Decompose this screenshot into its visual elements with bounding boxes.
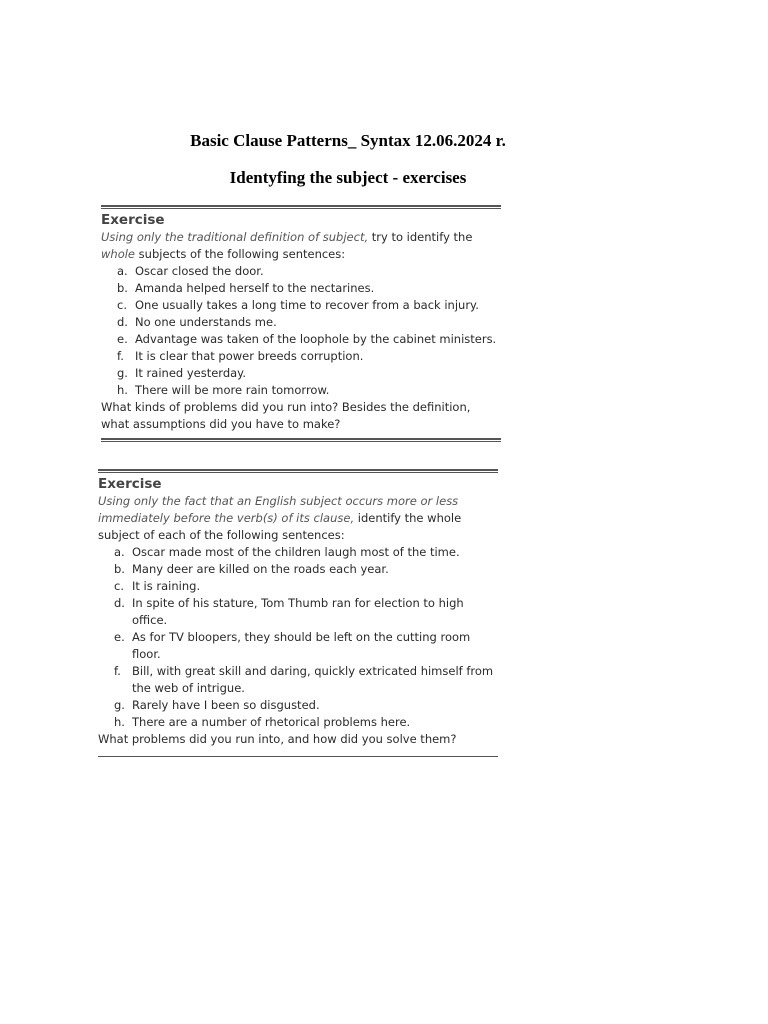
bottom-divider	[101, 438, 501, 442]
item-text: As for TV bloopers, they should be left on the cutting room floor.	[132, 630, 471, 661]
item-text: No one understands me.	[135, 315, 277, 329]
item-letter: d.	[117, 315, 128, 329]
list-item	[98, 544, 498, 561]
item-letter: d.	[114, 596, 125, 610]
instruction-emphasis: Using only the traditional definition of subject,	[101, 230, 369, 244]
instruction-text-2: subjects of the following sentences:	[135, 247, 346, 261]
page-subtitle: Identyfing the subject - exercises	[229, 168, 467, 187]
item-letter: c.	[114, 579, 124, 593]
list-item	[101, 348, 501, 365]
item-text: It is raining.	[132, 579, 201, 593]
list-item	[101, 365, 501, 382]
item-text: It rained yesterday.	[135, 366, 246, 380]
item-letter: g.	[114, 698, 125, 712]
list-item	[98, 663, 498, 697]
item-letter: h.	[117, 383, 128, 397]
page-title: Basic Clause Patterns_ Syntax 12.06.2024 r.	[190, 131, 506, 150]
item-text: Many deer are killed on the roads each year.	[132, 562, 389, 576]
list-item	[101, 263, 501, 280]
item-letter: h.	[114, 715, 125, 729]
item-letter: e.	[114, 630, 125, 644]
instruction-text: identify the whole subject of each of the following sentences:	[98, 511, 462, 542]
instruction-emphasis: Using only the fact that an English subject occurs more or less immediately before the verb(s) of its clause,	[98, 494, 459, 525]
exercise-instructions	[101, 229, 501, 263]
item-text: Rarely have I been so disgusted.	[132, 698, 320, 712]
item-letter: a.	[117, 264, 128, 278]
exercise-instructions	[98, 493, 498, 544]
item-text: Bill, with great skill and daring, quickly extricated himself from the web of intrigue.	[132, 664, 494, 695]
list-item	[98, 714, 498, 731]
item-letter: g.	[117, 366, 128, 380]
instruction-emphasis-2: whole	[101, 247, 136, 261]
exercise-heading: Exercise	[101, 212, 165, 228]
top-divider	[101, 205, 501, 209]
exercise-box-1	[101, 205, 501, 442]
item-letter: f.	[117, 349, 124, 363]
bottom-divider	[98, 756, 498, 757]
top-divider	[98, 469, 498, 473]
item-text: There are a number of rhetorical problems here.	[132, 715, 411, 729]
item-text: Amanda helped herself to the nectarines.	[135, 281, 375, 295]
item-text: Oscar made most of the children laugh most of the time.	[132, 545, 460, 559]
item-letter: c.	[117, 298, 127, 312]
item-text: It is clear that power breeds corruption.	[135, 349, 364, 363]
sentence-list	[101, 263, 501, 399]
item-letter: b.	[117, 281, 128, 295]
item-letter: a.	[114, 545, 125, 559]
item-letter: e.	[117, 332, 128, 346]
item-text: In spite of his stature, Tom Thumb ran for election to high office.	[132, 596, 464, 627]
item-text: One usually takes a long time to recover from a back injury.	[135, 298, 479, 312]
item-letter: f.	[114, 664, 121, 678]
item-text: Advantage was taken of the loophole by the cabinet ministers.	[135, 332, 497, 346]
exercise-question: What kinds of problems did you run into? Besides the definition, what assumptions did you have to make?	[101, 400, 471, 431]
list-item	[101, 280, 501, 297]
list-item	[98, 697, 498, 714]
list-item	[98, 578, 498, 595]
list-item	[101, 382, 501, 399]
item-letter: b.	[114, 562, 125, 576]
exercise-box-2	[98, 469, 498, 757]
item-text: There will be more rain tomorrow.	[135, 383, 330, 397]
item-text: Oscar closed the door.	[135, 264, 264, 278]
exercise-question: What problems did you run into, and how did you solve them?	[98, 732, 457, 746]
list-item	[98, 595, 498, 629]
list-item	[98, 629, 498, 663]
list-item	[101, 297, 501, 314]
list-item	[98, 561, 498, 578]
list-item	[101, 314, 501, 331]
instruction-text: try to identify the	[368, 230, 473, 244]
exercise-heading: Exercise	[98, 476, 162, 492]
list-item	[101, 331, 501, 348]
sentence-list	[98, 544, 498, 731]
